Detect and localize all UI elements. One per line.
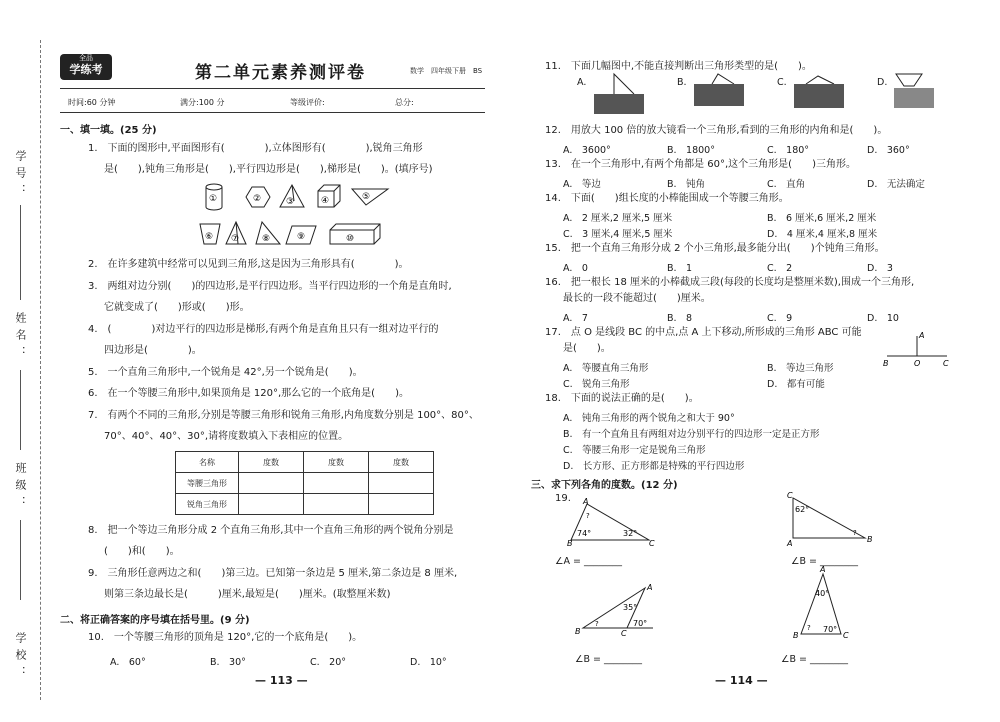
fig3-angle-a: 35°: [623, 603, 638, 612]
q18-option-d[interactable]: D. 长方形、正方形都是特殊的平行四边形: [563, 461, 745, 472]
q12: 12. 用放大 100 倍的放大镜看一个三角形,看到的三角形的内角和是( )。: [545, 125, 888, 136]
shape-label-3: ③: [286, 197, 295, 207]
logo-top-text: 全品: [79, 54, 93, 62]
q15: 15. 把一个直角三角形分成 2 个小三角形,最多能分出( )个钝角三角形。: [545, 243, 885, 254]
fig4-unknown: ?: [807, 624, 811, 632]
q16-line2: 最长的一段不能超过( )厘米。: [563, 293, 711, 304]
figure-b: [694, 74, 744, 106]
q18-option-b[interactable]: B. 有一个直角且有两组对边分别平行的四边形一定是正方形: [563, 429, 820, 440]
q19-figure-4: [793, 565, 863, 640]
name-label: 姓名：: [14, 312, 27, 363]
logo-main-text: 学练考: [69, 63, 103, 76]
q10-option-d[interactable]: D. 10°: [410, 657, 447, 668]
fig4-label-a: A: [820, 565, 826, 574]
header-rule-top: [60, 88, 485, 89]
q19-figure-3: [575, 584, 675, 636]
triangular-pyramid-shape: [280, 185, 304, 207]
angle-table: [175, 451, 434, 515]
q4-line1: 4. ( )对边平行的四边形是梯形,有两个角是直角且只有一组对边平行的: [88, 324, 439, 335]
q11-figures: [590, 72, 960, 116]
q7-line1: 7. 有两个不同的三角形,分别是等腰三角形和锐角三角形,内角度数分别是 100°、80°、: [88, 410, 479, 421]
table-header-row: [176, 452, 434, 473]
total-info: 总分:: [395, 98, 414, 107]
fig1-unknown: ?: [586, 512, 590, 520]
table-row-label: 等腰三角形: [176, 473, 239, 494]
fig4-angle-a: 40°: [815, 589, 830, 598]
fig4-label-b: B: [793, 631, 799, 640]
q17-option-d[interactable]: D. 都有可能: [767, 379, 825, 390]
shape-label-9: ⑨: [297, 232, 306, 242]
q14-option-c[interactable]: C. 3 厘米,4 厘米,5 厘米: [563, 229, 673, 240]
page-number-left: — 113 —: [255, 674, 308, 687]
q14-option-a[interactable]: A. 2 厘米,2 厘米,5 厘米: [563, 213, 673, 224]
q16-line1: 16. 把一根长 18 厘米的小棒截成三段(每段的长度均是整厘米数),围成一个三角形,: [545, 277, 915, 288]
q16-option-d[interactable]: D. 10: [867, 313, 899, 324]
table-header: 度数: [369, 452, 434, 473]
page-title: 第二单元素养测评卷: [195, 63, 366, 83]
q3-line1: 3. 两组对边分别( )的四边形,是平行四边形。当平行四边形的一个角是直角时,: [88, 281, 452, 292]
q3-line2: 它就变成了( )形或( )形。: [104, 302, 250, 313]
q14-option-d[interactable]: D. 4 厘米,4 厘米,8 厘米: [767, 229, 878, 240]
table-cell[interactable]: [304, 494, 369, 515]
section1-title: 一、填一填。(25 分): [60, 125, 157, 136]
shape-label-5: ⑤: [362, 192, 371, 202]
q1-line2: 是( ),钝角三角形是( ),平行四边形是( ),梯形是( )。(填序号): [104, 164, 433, 175]
q13-option-a[interactable]: A. 等边: [563, 179, 601, 190]
q10-option-b[interactable]: B. 30°: [210, 657, 246, 668]
q16-option-c[interactable]: C. 9: [767, 313, 793, 324]
table-header: 度数: [239, 452, 304, 473]
fig3-answer[interactable]: ∠B = ________: [575, 654, 643, 665]
table-cell[interactable]: [239, 473, 304, 494]
q16-option-a[interactable]: A. 7: [563, 313, 588, 324]
q16-option-b[interactable]: B. 8: [667, 313, 693, 324]
fig3-unknown: ?: [595, 620, 599, 628]
table-header: 名称: [176, 452, 239, 473]
fig2-angle-c: 62°: [795, 505, 810, 514]
subject-label: 数学 四年级下册 BS: [410, 67, 483, 75]
school-label: 学校：: [14, 632, 27, 683]
q15-option-b[interactable]: B. 1: [667, 263, 693, 274]
obtuse-triangle-shape: [352, 189, 388, 205]
q17-point-c: C: [943, 359, 949, 368]
q15-option-a[interactable]: A. 0: [563, 263, 588, 274]
left-page: [60, 0, 485, 722]
q11-option-c[interactable]: C.: [777, 77, 787, 88]
fig1-angle-c: 32°: [623, 529, 638, 538]
class-blank[interactable]: [20, 520, 21, 600]
q15-option-d[interactable]: D. 3: [867, 263, 893, 274]
q11: 11. 下面几幅图中,不能直接判断出三角形类型的是( )。: [545, 61, 812, 72]
full-score-info: 满分:100 分: [180, 98, 225, 107]
grade-eval-info: 等级评价:: [290, 98, 325, 107]
q19-figure-2: [785, 491, 875, 548]
q8-line1: 8. 把一个等边三角形分成 2 个直角三角形,其中一个直角三角形的两个锐角分别是: [88, 525, 454, 536]
pyramid-shape: [226, 222, 246, 244]
q5: 5. 一个直角三角形中,一个锐角是 42°,另一个锐角是( )。: [88, 367, 363, 378]
q13-option-c[interactable]: C. 直角: [767, 179, 806, 190]
q6: 6. 在一个等腰三角形中,如果顶角是 120°,那么它的一个底角是( )。: [88, 388, 409, 399]
fig3-angle-c: 70°: [633, 619, 648, 628]
parallelogram-shape: [286, 226, 316, 244]
q17-option-a[interactable]: A. 等腰直角三角形: [563, 363, 649, 374]
page-number-right: — 114 —: [715, 674, 768, 687]
q17-point-o: O: [914, 359, 921, 368]
fig3-label-b: B: [575, 627, 581, 636]
class-label: 班级：: [14, 462, 27, 513]
q7-line2: 70°、40°、40°、30°,请将度数填入下表相应的位置。: [104, 431, 349, 442]
q14: 14. 下面( )组长度的小棒能围成一个等腰三角形。: [545, 193, 789, 204]
q17-line1: 17. 点 O 是线段 BC 的中点,点 A 上下移动,所形成的三角形 ABC 可能: [545, 327, 862, 338]
shape-label-7: ⑦: [231, 234, 240, 244]
fig2-label-c: C: [787, 491, 793, 500]
q10: 10. 一个等腰三角形的顶角是 120°,它的一个底角是( )。: [88, 632, 363, 643]
q11-option-d[interactable]: D.: [877, 77, 888, 88]
q14-option-b[interactable]: B. 6 厘米,6 厘米,2 厘米: [767, 213, 877, 224]
shape-label-6: ⑥: [205, 232, 214, 242]
shape-label-10: ⑩: [346, 234, 355, 244]
time-info: 时间:60 分钟: [68, 98, 116, 107]
shape-label-1: ①: [209, 194, 218, 204]
q17-option-b[interactable]: B. 等边三角形: [767, 363, 834, 374]
fig2-unknown: ?: [853, 529, 857, 537]
fig1-angle-b: 74°: [577, 529, 592, 538]
q1-line1: 1. 下面的图形中,平面图形有( ),立体图形有( ),锐角三角形: [88, 143, 423, 154]
q13: 13. 在一个三角形中,有两个角都是 60°,这个三角形是( )三角形。: [545, 159, 856, 170]
fig1-label-c: C: [649, 539, 655, 548]
q17-figure: [883, 330, 953, 370]
hexagon-shape: [246, 187, 270, 207]
q18-option-a[interactable]: A. 钝角三角形的两个锐角之和大于 90°: [563, 413, 735, 424]
table-cell[interactable]: [304, 473, 369, 494]
student-id-blank[interactable]: [20, 205, 21, 300]
table-cell[interactable]: [369, 473, 434, 494]
fig1-label-b: B: [567, 539, 573, 548]
binding-line: [40, 40, 41, 700]
q12-option-b[interactable]: B. 1800°: [667, 145, 715, 156]
trapezoid-shape: [200, 224, 220, 244]
q18: 18. 下面的说法正确的是( )。: [545, 393, 699, 404]
q10-option-a[interactable]: A. 60°: [110, 657, 146, 668]
figure-c: [794, 76, 844, 108]
fig3-label-a: A: [647, 583, 653, 592]
q11-option-b[interactable]: B.: [677, 77, 687, 88]
cylinder-shape: [206, 184, 222, 210]
binding-strip: [0, 0, 52, 722]
q13-option-b[interactable]: B. 钝角: [667, 179, 706, 190]
table-cell[interactable]: [369, 494, 434, 515]
shape-label-2: ②: [253, 194, 262, 204]
q9-line1: 9. 三角形任意两边之和( )第三边。已知第一条边是 5 厘米,第二条边是 8 厘米,: [88, 568, 458, 579]
q15-option-c[interactable]: C. 2: [767, 263, 793, 274]
q13-option-d[interactable]: D. 无法确定: [867, 179, 925, 190]
cube-shape: [318, 185, 340, 207]
q11-option-a[interactable]: A.: [577, 77, 587, 88]
shapes-row2: [200, 220, 440, 250]
fig2-answer[interactable]: ∠B = ________: [791, 556, 859, 567]
right-triangle-shape: [256, 222, 280, 244]
q2: 2. 在许多建筑中经常可以见到三角形,这是因为三角形具有( )。: [88, 259, 409, 270]
section3-title: 三、求下列各角的度数。(12 分): [531, 480, 678, 491]
figure-a: [594, 74, 644, 114]
q19-figure-1: [567, 498, 657, 546]
fig4-angle-c: 70°: [823, 625, 838, 634]
q8-line2: ( )和( )。: [104, 546, 180, 557]
q12-option-d[interactable]: D. 360°: [867, 145, 910, 156]
table-row: [176, 494, 434, 515]
table-cell[interactable]: [239, 494, 304, 515]
q9-line2: 则第三条边最长是( )厘米,最短是( )厘米。(取整厘米数): [104, 589, 391, 600]
fig4-answer[interactable]: ∠B = ________: [781, 654, 849, 665]
q12-option-a[interactable]: A. 3600°: [563, 145, 611, 156]
fig2-label-a: A: [787, 539, 793, 548]
cuboid-shape: [330, 224, 380, 244]
table-header: 度数: [304, 452, 369, 473]
section2-title: 二、将正确答案的序号填在括号里。(9 分): [60, 615, 250, 626]
q17-line2: 是( )。: [563, 343, 611, 354]
q17-option-c[interactable]: C. 锐角三角形: [563, 379, 630, 390]
right-page: [531, 0, 955, 722]
fig1-label-a: A: [583, 497, 589, 506]
q17-point-a: A: [919, 331, 925, 340]
q18-option-c[interactable]: C. 等腰三角形一定是锐角三角形: [563, 445, 706, 456]
q19-label: 19.: [555, 493, 571, 504]
q12-option-c[interactable]: C. 180°: [767, 145, 810, 156]
shape-label-4: ④: [321, 196, 330, 206]
brand-logo: [60, 54, 112, 80]
fig3-label-c: C: [621, 629, 627, 638]
q4-line2: 四边形是( )。: [104, 345, 202, 356]
student-id-label: 学号：: [14, 150, 27, 201]
header-rule-bottom: [60, 112, 485, 113]
fig2-label-b: B: [867, 535, 873, 544]
fig1-answer[interactable]: ∠A = ________: [555, 556, 623, 567]
name-blank[interactable]: [20, 370, 21, 450]
fig4-label-c: C: [843, 631, 849, 640]
q10-option-c[interactable]: C. 20°: [310, 657, 346, 668]
figure-d: [894, 74, 934, 108]
table-row: [176, 473, 434, 494]
q17-point-b: B: [883, 359, 889, 368]
table-row-label: 锐角三角形: [176, 494, 239, 515]
shapes-row1: [200, 183, 390, 213]
shape-label-8: ⑧: [262, 234, 271, 244]
